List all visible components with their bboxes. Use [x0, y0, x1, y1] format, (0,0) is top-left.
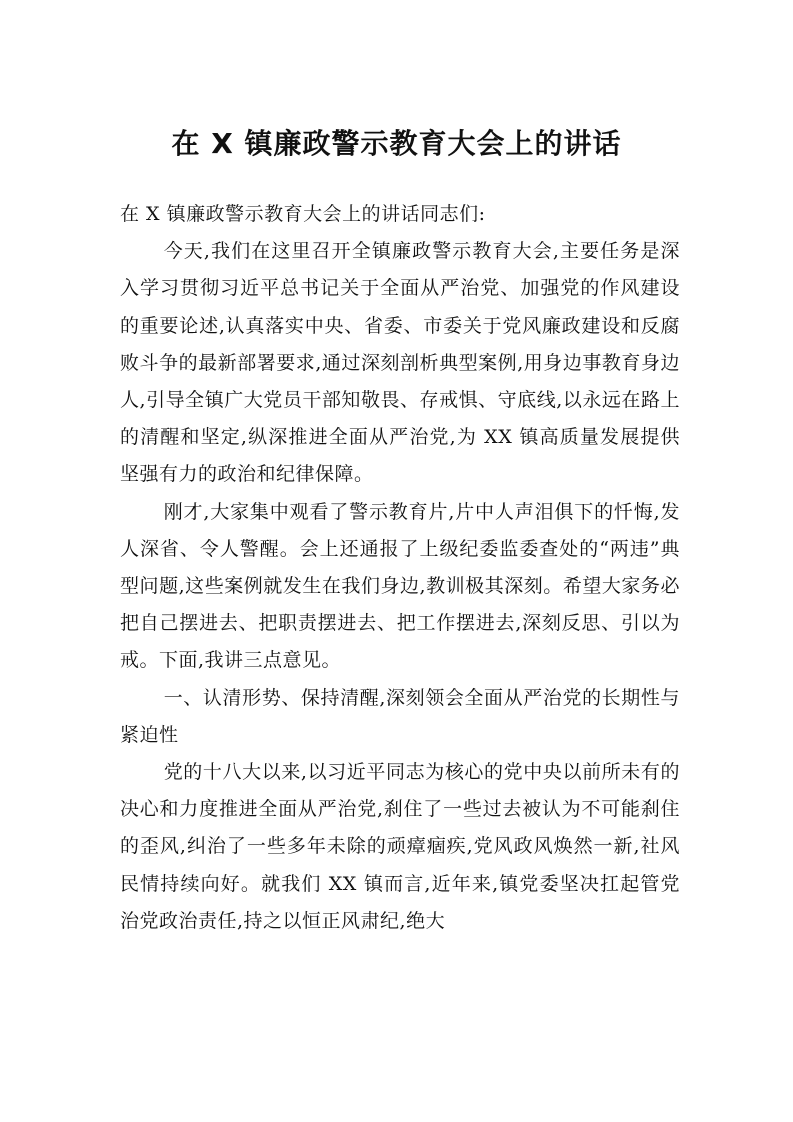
section-heading: 一、认清形势、保持清醒,深刻领会全面从严治党的长期性与紧迫性	[120, 686, 680, 746]
document-body	[120, 196, 680, 940]
body-paragraph: 今天,我们在这里召开全镇廉政警示教育大会,主要任务是深入学习贯彻习近平总书记关于全面从严治党、加强党的作风建设的重要论述,认真落实中央、省委、市委关于党风廉政建设和反腐败斗争的最新部署要求,通过深刻剖析典型案例,用身边事教育身边人,引导全镇广大党员干部知敬畏、存戒惧、守底线,以永远在路上的清醒和坚定,纵深推进全面从严治党,为 XX 镇高质量发展提供坚强有力的政治和纪律保障。	[120, 240, 680, 486]
body-paragraph: 党的十八大以来,以习近平同志为核心的党中央以前所未有的决心和力度推进全面从严治党,刹住了一些过去被认为不可能刹住的歪风,纠治了一些多年未除的顽瘴痼疾,党风政风焕然一新,社风民情持续向好。就我们 XX 镇而言,近年来,镇党委坚决扛起管党治党政治责任,持之以恒正风肃纪,绝大	[120, 761, 680, 932]
opening-paragraph: 在 X 镇廉政警示教育大会上的讲话同志们:	[120, 203, 486, 225]
document-title: 在 X 镇廉政警示教育大会上的讲话	[171, 127, 622, 160]
body-paragraph: 刚才,大家集中观看了警示教育片,片中人声泪俱下的忏悔,发人深省、令人警醒。会上还通报了上级纪委监委查处的“两违”典型问题,这些案例就发生在我们身边,教训极其深刻。希望大家务必把自己摆进去、把职责摆进去、把工作摆进去,深刻反思、引以为戒。下面,我讲三点意见。	[120, 500, 680, 672]
